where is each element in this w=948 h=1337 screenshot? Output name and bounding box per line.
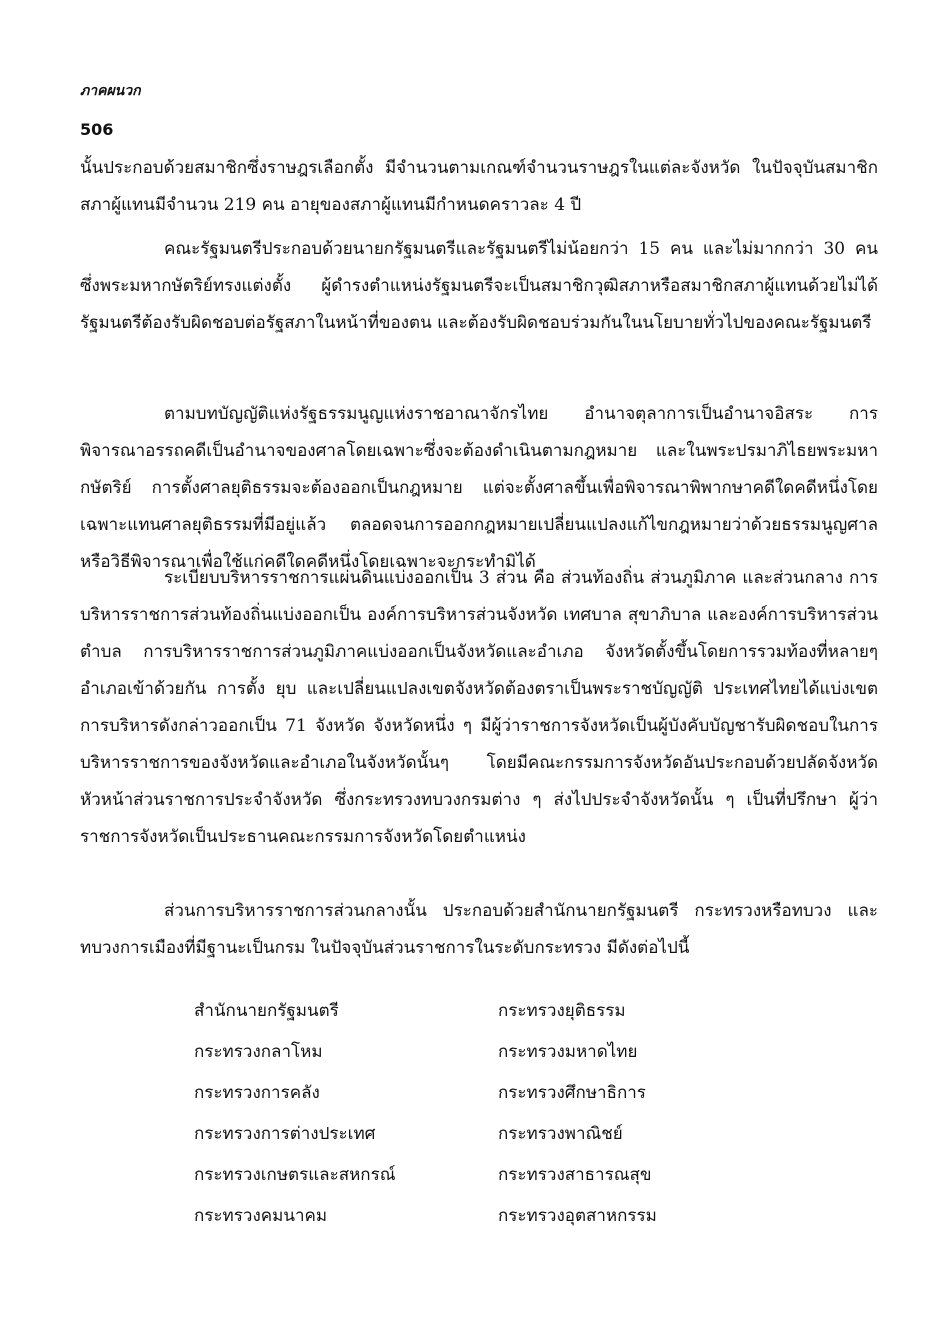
ministry-item: สำนักนายกรัฐมนตรี — [194, 1001, 339, 1021]
ministry-item: กระทรวงการต่างประเทศ — [194, 1124, 376, 1144]
paragraph-council-of-ministers: คณะรัฐมนตรีประกอบด้วยนายกรัฐมนตรีและรัฐมนตรีไม่น้อยกว่า 15 คน และไม่มากกว่า 30 คน ซึ่งพระมหากษัตริย์ทรงแต่งตั้ง ผู้ดำรงตำแหน่งรัฐมนตรีจะเป็นสมาชิกวุฒิสภาหรือสมาชิกสภาผู้แทนด้วยไม่ได้ รัฐมนตรีต้องรับผิดชอบต่อรัฐสภาในหน้าที่ของตน และต้องรับผิดชอบร่วมกันในนโยบายทั่วไปของคณะรัฐมนตรี — [80, 239, 878, 333]
ministry-item: กระทรวงยุติธรรม — [498, 1001, 626, 1021]
ministry-item: กระทรวงมหาดไทย — [498, 1042, 638, 1062]
ministry-row — [194, 1195, 754, 1236]
paragraph-central-administration: ส่วนการบริหารราชการส่วนกลางนั้น ประกอบด้วยสำนักนายกรัฐมนตรี กระทรวงหรือทบวง และทบวงการเมืองที่มีฐานะเป็นกรม ในปัจจุบันส่วนราชการในระดับกระทรวง มีดังต่อไปนี้ — [80, 901, 878, 958]
paragraph-administration: ระเบียบบริหารราชการแผ่นดินแบ่งออกเป็น 3 ส่วน คือ ส่วนท้องถิ่น ส่วนภูมิภาค และส่วนกลาง การบริหารราชการส่วนท้องถิ่นแบ่งออกเป็น องค์การบริหารส่วนจังหวัด เทศบาล สุขาภิบาล และองค์การบริหารส่วนตำบล การบริหารราชการส่วนภูมิภาคแบ่งออกเป็นจังหวัดและอำเภอ จังหวัดตั้งขึ้นโดยการรวมท้องที่หลายๆ อำเภอเข้าด้วยกัน การตั้ง ยุบ และเปลี่ยนแปลงเขตจังหวัดต้องตราเป็นพระราชบัญญัติ ประเทศไทยได้แบ่งเขตการบริหารดังกล่าวออกเป็น 71 จังหวัด จังหวัดหนึ่ง ๆ มีผู้ว่าราชการจังหวัดเป็นผู้บังคับบัญชารับผิดชอบในการบริหารราชการของจังหวัดและอำเภอในจังหวัดนั้นๆ โดยมีคณะกรรมการจังหวัดอันประกอบด้วยปลัดจังหวัด หัวหน้าส่วนราชการประจำจังหวัด ซึ่งกระทรวงทบวงกรมต่าง ๆ ส่งไปประจำจังหวัดนั้น ๆ เป็นที่ปรึกษา ผู้ว่าราชการจังหวัดเป็นประธานคณะกรรมการจังหวัดโดยตำแหน่ง — [80, 568, 878, 847]
ministry-item: กระทรวงกลาโหม — [194, 1042, 323, 1062]
ministry-item: กระทรวงศึกษาธิการ — [498, 1083, 646, 1103]
ministry-item: กระทรวงการคลัง — [194, 1083, 320, 1103]
ministry-item: กระทรวงพาณิชย์ — [498, 1124, 623, 1144]
page-number: 506 — [80, 120, 114, 139]
ministry-item: กระทรวงเกษตรและสหกรณ์ — [194, 1165, 396, 1185]
ministry-row — [194, 1154, 754, 1195]
paragraph-judiciary: ตามบทบัญญัติแห่งรัฐธรรมนูญแห่งราชอาณาจักรไทย อำนาจตุลาการเป็นอำนาจอิสระ การพิจารณาอรรถคดีเป็นอำนาจของศาลโดยเฉพาะซึ่งจะต้องดำเนินตามกฎหมาย และในพระปรมาภิไธยพระมหากษัตริย์ การตั้งศาลยุติธรรมจะต้องออกเป็นกฎหมาย แต่จะตั้งศาลขึ้นเพื่อพิจารณาพิพากษาคดีใดคดีหนึ่งโดยเฉพาะแทนศาลยุติธรรมที่มีอยู่แล้ว ตลอดจนการออกกฎหมายเปลี่ยนแปลงแก้ไขกฎหมายว่าด้วยธรรมนูญศาลหรือวิธีพิจารณาเพื่อใช้แก่คดีใดคดีหนึ่งโดยเฉพาะจะกระทำมิได้ — [80, 404, 878, 572]
ministry-row — [194, 1113, 754, 1154]
section-label: ภาคผนวก — [80, 83, 141, 99]
ministry-row — [194, 1072, 754, 1113]
ministry-list — [194, 990, 754, 1236]
ministry-row — [194, 990, 754, 1031]
ministry-item: กระทรวงคมนาคม — [194, 1206, 328, 1226]
ministry-row — [194, 1031, 754, 1072]
paragraph-house-of-representatives: นั้นประกอบด้วยสมาชิกซึ่งราษฎรเลือกตั้ง มีจำนวนตามเกณฑ์จำนวนราษฎรในแต่ละจังหวัด ในปัจจุบันสมาชิกสภาผู้แทนมีจำนวน 219 คน อายุของสภาผู้แทนมีกำหนดคราวละ 4 ปี — [80, 158, 878, 215]
ministry-item: กระทรวงอุตสาหกรรม — [498, 1206, 657, 1226]
ministry-item: กระทรวงสาธารณสุข — [498, 1165, 652, 1185]
